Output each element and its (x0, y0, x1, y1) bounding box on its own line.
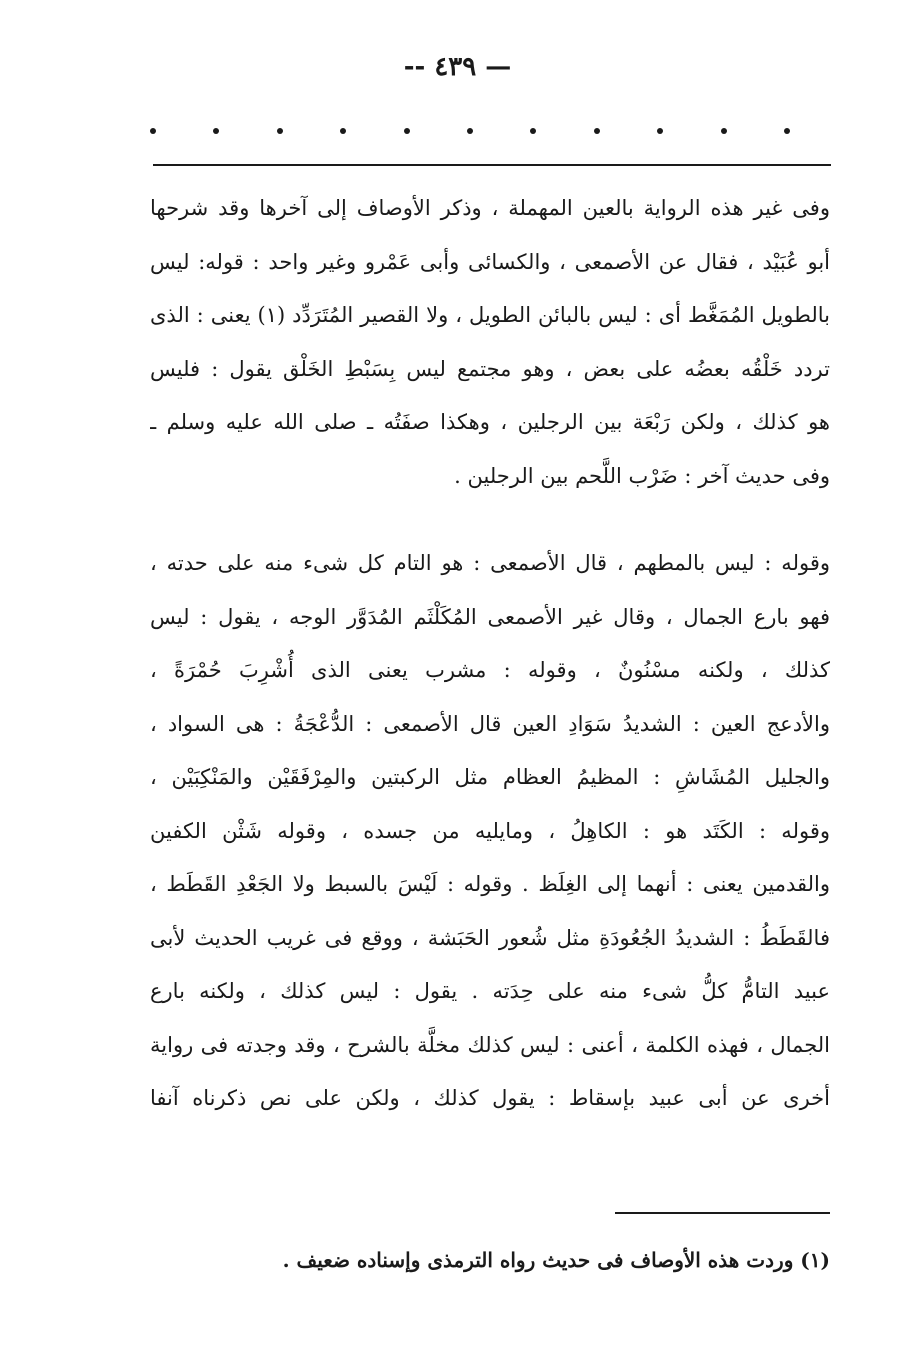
text-line: بالطويل المُمَغَّط أى : ليس بالبائن الطويل ، ولا القصير المُتَرَدِّد (١) يعنى : الذى (150, 303, 830, 327)
text-line: أبو عُبَيْد ، فقال عن الأصمعى ، والكسائى وأبى عَمْرو وغير واحد : قوله: ليس (150, 249, 830, 274)
ornament-dot (277, 128, 283, 134)
text-line: فهو بارع الجمال ، وقال غير الأصمعى المُكَلْثَم المُدَوَّر الوجه ، يقول : ليس (150, 604, 830, 629)
text-line: فالقَطَطُ : الشديدُ الجُعُودَةِ مثل شُعور الحَبَشة ، ووقع فى غريب الحديث لأبى (150, 925, 830, 950)
ornament-dot (467, 128, 473, 134)
ornament-dots (150, 128, 790, 134)
text-line: عبيد التامُّ كلُّ شىء منه على حِدَته . يقول : ليس كذلك ، ولكنه بارع (150, 979, 830, 1003)
ornament-dot (657, 128, 663, 134)
text-line: والقدمين يعنى : أنهما إلى الغِلَظ . وقوله : لَيْسَ بالسبط ولا الجَعْدِ القَطَط ، (150, 872, 830, 896)
text-line: كذلك ، ولكنه مسْنُونٌ ، وقوله : مشرب يعنى الذى أُشْرِبَ حُمْرَةً ، (150, 658, 830, 682)
text-line: والأدعج العين : الشديدُ سَوَادِ العين قال الأصمعى : الدُّعْجَةُ : هى السواد ، (150, 711, 830, 736)
ornament-dot (404, 128, 410, 134)
text-line: وقوله : ليس بالمطهم ، قال الأصمعى : هو التام كل شىء منه على حدته ، (150, 551, 830, 575)
paragraph-1 (150, 182, 830, 503)
footnote-rule (615, 1212, 830, 1214)
page-number: — ٤٣٩ -- (403, 52, 512, 82)
ornament-dot (721, 128, 727, 134)
ornament-dot (150, 128, 156, 134)
ornament-dot (213, 128, 219, 134)
paragraph-2 (150, 537, 830, 1126)
text-line: الجمال ، فهذه الكلمة ، أعنى : ليس كذلك مخلَّة بالشرح ، وقد وجدته فى رواية (150, 1032, 830, 1057)
text-line: وفى حديث آخر : ضَرْب اللَّحم بين الرجلين . (454, 463, 830, 488)
header-rule (153, 164, 831, 166)
text-line: وفى غير هذه الرواية بالعين المهملة ، وذكر الأوصاف إلى آخرها وقد شرحها (150, 196, 830, 220)
text-line: والجليل المُشَاشِ : المظيمُ العظام مثل الركبتين والمِرْفَقَيْن والمَنْكِبَيْن ، (150, 765, 830, 789)
ornament-dot (594, 128, 600, 134)
text-line: تردد خَلْقُه بعضُه على بعض ، وهو مجتمع ليس بِسَبْطِ الخَلْق يقول : فليس (150, 356, 830, 381)
text-line: هو كذلك ، ولكن رَبْعَة بين الرجلين ، وهكذا صفَتُه ـ صلى الله عليه وسلم ـ (150, 410, 830, 434)
ornament-dot (340, 128, 346, 134)
footnote: (١) وردت هذه الأوصاف فى حديث رواه الترمذى وإسناده ضعيف . (282, 1248, 830, 1272)
text-line: وقوله : الكَتَد هو : الكاهِلُ ، ومايليه من جسده ، وقوله شَثْن الكفين (150, 818, 830, 843)
ornament-dot (530, 128, 536, 134)
ornament-dot (784, 128, 790, 134)
text-line: أخرى عن أبى عبيد بإسقاط : يقول كذلك ، ولكن على نص ذكرناه آنفا (150, 1086, 830, 1110)
